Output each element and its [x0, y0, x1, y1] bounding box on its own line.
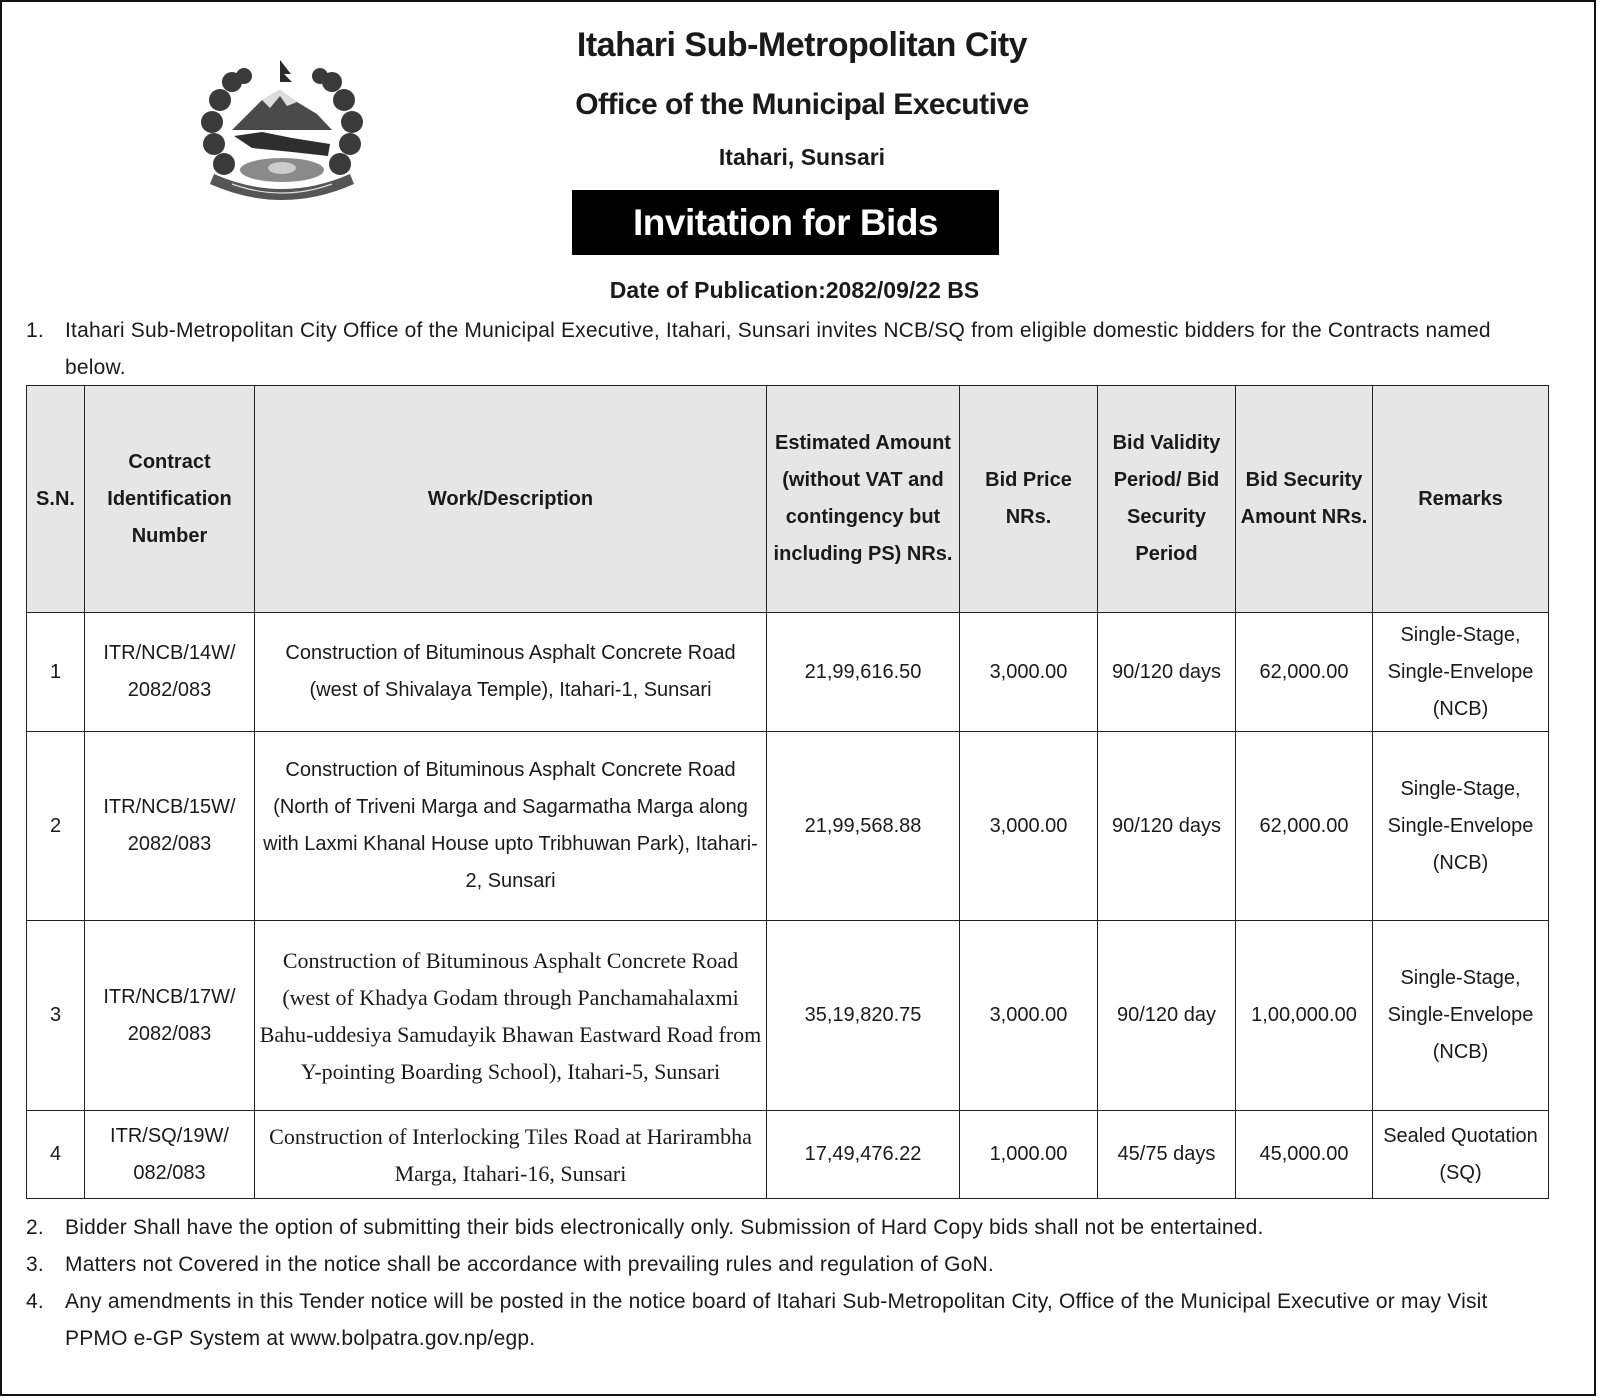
- paragraph-2: [26, 1209, 1556, 1246]
- cell-bid-price: 3,000.00: [960, 613, 1098, 732]
- cell-remarks: Single-Stage, Single-Envelope (NCB): [1373, 613, 1549, 732]
- paragraph-1: [26, 312, 1556, 386]
- cell-sn: 3: [27, 921, 85, 1111]
- cell-remarks: Single-Stage, Single-Envelope (NCB): [1373, 732, 1549, 921]
- bids-table: [26, 385, 1549, 1199]
- cell-validity: 45/75 days: [1098, 1111, 1236, 1199]
- cell-security-amount: 62,000.00: [1236, 613, 1373, 732]
- cell-estimated-amount: 17,49,476.22: [767, 1111, 960, 1199]
- col-header-sn: S.N.: [27, 386, 85, 613]
- table-row: [27, 921, 1549, 1111]
- col-header-contract-id: Contract Identification Number: [85, 386, 255, 613]
- cell-contract-id: ITR/SQ/19W/ 082/083: [85, 1111, 255, 1199]
- cell-validity: 90/120 days: [1098, 613, 1236, 732]
- cell-contract-id: ITR/NCB/15W/ 2082/083: [85, 732, 255, 921]
- cell-description: Construction of Bituminous Asphalt Concrete Road (west of Shivalaya Temple), Itahari-1, Sunsari: [255, 613, 767, 732]
- col-header-estimated-amount: Estimated Amount (without VAT and contingency but including PS) NRs.: [767, 386, 960, 613]
- table-header-row: [27, 386, 1549, 613]
- col-header-remarks: Remarks: [1373, 386, 1549, 613]
- cell-contract-id: ITR/NCB/17W/ 2082/083: [85, 921, 255, 1111]
- cell-security-amount: 45,000.00: [1236, 1111, 1373, 1199]
- cell-contract-id: ITR/NCB/14W/ 2082/083: [85, 613, 255, 732]
- cell-description: Construction of Bituminous Asphalt Concrete Road (west of Khadya Godam through Panchamahalaxmi Bahu-uddesiya Samudayik Bhawan Eastward Road from Y-pointing Boarding School), Itahari-5, Sunsari: [255, 921, 767, 1111]
- cell-bid-price: 3,000.00: [960, 921, 1098, 1111]
- col-header-validity: Bid Validity Period/ Bid Security Period: [1098, 386, 1236, 613]
- table-row: [27, 613, 1549, 732]
- paragraph-number: 4.: [26, 1290, 44, 1313]
- paragraph-number: 1.: [26, 319, 44, 342]
- paragraph-text: Any amendments in this Tender notice will be posted in the notice board of Itahari Sub-Metropolitan City, Office of the Municipal Executive or may Visit PPMO e-GP System at www.bolpatra.gov.np/egp.: [65, 1290, 1488, 1350]
- table-row: [27, 732, 1549, 921]
- cell-sn: 1: [27, 613, 85, 732]
- nepal-government-emblem-icon: [192, 52, 372, 212]
- cell-estimated-amount: 21,99,616.50: [767, 613, 960, 732]
- cell-bid-price: 3,000.00: [960, 732, 1098, 921]
- paragraph-number: 2.: [26, 1216, 44, 1239]
- cell-estimated-amount: 35,19,820.75: [767, 921, 960, 1111]
- publication-date: Date of Publication:2082/09/22 BS: [609, 277, 980, 303]
- paragraph-4: [26, 1283, 1556, 1357]
- cell-estimated-amount: 21,99,568.88: [767, 732, 960, 921]
- organization-title: Itahari Sub-Metropolitan City: [576, 26, 1028, 64]
- paragraph-text: Bidder Shall have the option of submitting their bids electronically only. Submission of Hard Copy bids shall not be entertained.: [65, 1216, 1264, 1239]
- col-header-security-amount: Bid Security Amount NRs.: [1236, 386, 1373, 613]
- cell-remarks: Sealed Quotation (SQ): [1373, 1111, 1549, 1199]
- cell-security-amount: 1,00,000.00: [1236, 921, 1373, 1111]
- cell-description: Construction of Bituminous Asphalt Concrete Road (North of Triveni Marga and Sagarmatha Marga along with Laxmi Khanal House upto Tribhuwan Park), Itahari-2, Sunsari: [255, 732, 767, 921]
- cell-bid-price: 1,000.00: [960, 1111, 1098, 1199]
- col-header-description: Work/Description: [255, 386, 767, 613]
- location-subtitle: Itahari, Sunsari: [718, 144, 886, 170]
- cell-remarks: Single-Stage, Single-Envelope (NCB): [1373, 921, 1549, 1111]
- cell-description: Construction of Interlocking Tiles Road at Harirambha Marga, Itahari-16, Sunsari: [255, 1111, 767, 1199]
- cell-security-amount: 62,000.00: [1236, 732, 1373, 921]
- paragraph-number: 3.: [26, 1253, 44, 1276]
- cell-validity: 90/120 day: [1098, 921, 1236, 1111]
- cell-validity: 90/120 days: [1098, 732, 1236, 921]
- col-header-bid-price: Bid Price NRs.: [960, 386, 1098, 613]
- invitation-banner: Invitation for Bids: [572, 190, 999, 255]
- table-row: [27, 1111, 1549, 1199]
- paragraph-text: Matters not Covered in the notice shall be accordance with prevailing rules and regulation of GoN.: [65, 1253, 994, 1276]
- office-title: Office of the Municipal Executive: [575, 88, 1029, 121]
- paragraph-text: Itahari Sub-Metropolitan City Office of the Municipal Executive, Itahari, Sunsari invites NCB/SQ from eligible domestic bidders for the Contracts named below.: [65, 319, 1491, 379]
- cell-sn: 2: [27, 732, 85, 921]
- paragraph-3: [26, 1246, 1556, 1283]
- cell-sn: 4: [27, 1111, 85, 1199]
